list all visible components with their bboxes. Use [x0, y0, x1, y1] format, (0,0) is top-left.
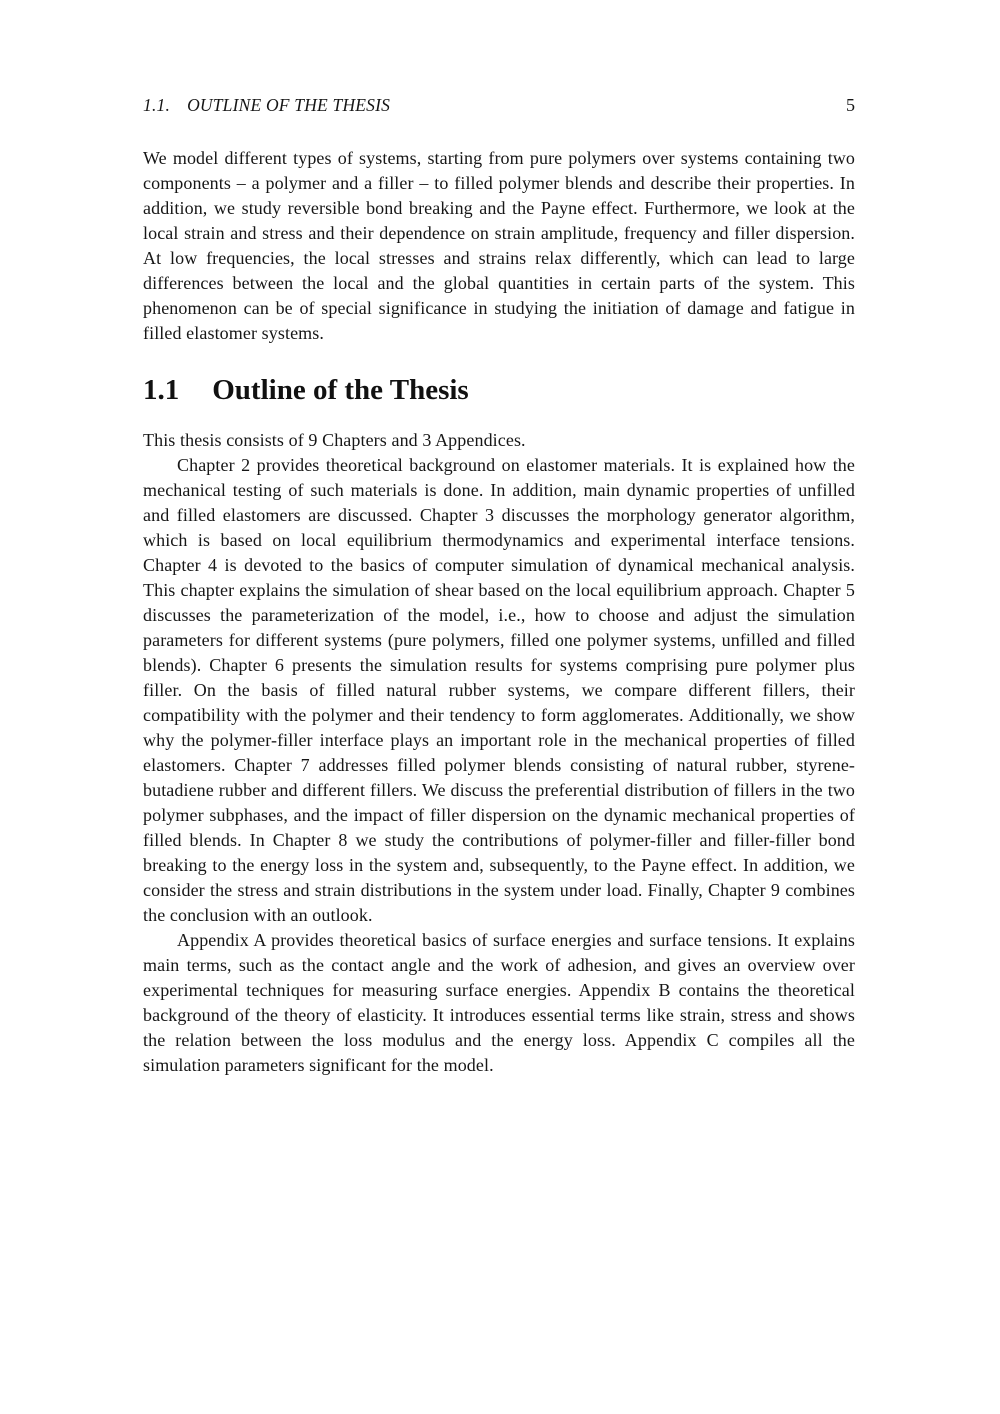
paragraph-thesis-structure: This thesis consists of 9 Chapters and 3 Appendices. — [143, 430, 526, 450]
section-heading-number: 1.1 — [143, 374, 180, 406]
paragraph-appendix-overview: Appendix A provides theoretical basics of surface energies and surface tensions. It explains main terms, such as the contact angle and the work of adhesion, and gives an overview over experimental techniques for measuring surface energies. Appendix B contains the theoretical background of the theory of elasticity. It introduces essential terms like strain, stress and shows the relation between the loss modulus and the energy loss. Appendix C compiles all the simulation parameters significant for the model. — [143, 930, 855, 1075]
running-header-section-number: 1.1. — [143, 95, 171, 115]
page-number: 5 — [846, 95, 855, 115]
section-heading — [143, 373, 855, 407]
paragraph-chapter-overview: Chapter 2 provides theoretical background on elastomer materials. It is explained how the mechanical testing of such materials is done. In addition, main dynamic properties of unfilled and filled elastomers are discussed. Chapter 3 discusses the morphology generator algorithm, which is based on local equilibrium thermodynamics and experimental interface tensions. Chapter 4 is devoted to the basics of computer simulation of dynamical mechanical analysis. This chapter explains the simulation of shear based on the local equilibrium approach. Chapter 5 discusses the parameterization of the model, i.e., how to choose and adjust the simulation parameters for different systems (pure polymers, filled one polymer systems, unfilled and filled blends). Chapter 6 presents the simulation results for systems comprising pure polymer plus filler. On the basis of filled natural rubber systems, we compare different fillers, their compatibility with the polymer and their tendency to form agglomerates. Additionally, we show why the polymer-filler interface plays an important role in the mechanical properties of filled elastomers. Chapter 7 addresses filled polymer blends consisting of natural rubber, styrene-butadiene rubber and different fillers. We discuss the preferential distribution of fillers in the two polymer subphases, and the impact of filler dispersion on the dynamic mechanical properties of filled blends. In Chapter 8 we study the contributions of polymer-filler and filler-filler bond breaking to the energy loss in the system and, subsequently, to the Payne effect. In addition, we consider the stress and strain distributions in the system under load. Finally, Chapter 9 combines the conclusion with an outlook. — [143, 455, 855, 925]
running-header-left — [143, 94, 390, 116]
text-block — [143, 146, 855, 1078]
section-heading-title: Outline of the Thesis — [212, 374, 469, 406]
running-header — [143, 94, 855, 116]
running-header-title: OUTLINE OF THE THESIS — [187, 95, 391, 115]
intro-paragraph: We model different types of systems, starting from pure polymers over systems containing two components – a polymer and a filler – to filled polymer blends and describe their properties. In addition, we study reversible bond breaking and the Payne effect. Furthermore, we look at the local strain and stress and their dependence on strain amplitude, frequency and filler dispersion. At low frequencies, the local stresses and strains relax differently, which can lead to large differences between the local and the global quantities in certain parts of the system. This phenomenon can be of special significance in studying the initiation of damage and fatigue in filled elastomer systems. — [143, 148, 855, 343]
